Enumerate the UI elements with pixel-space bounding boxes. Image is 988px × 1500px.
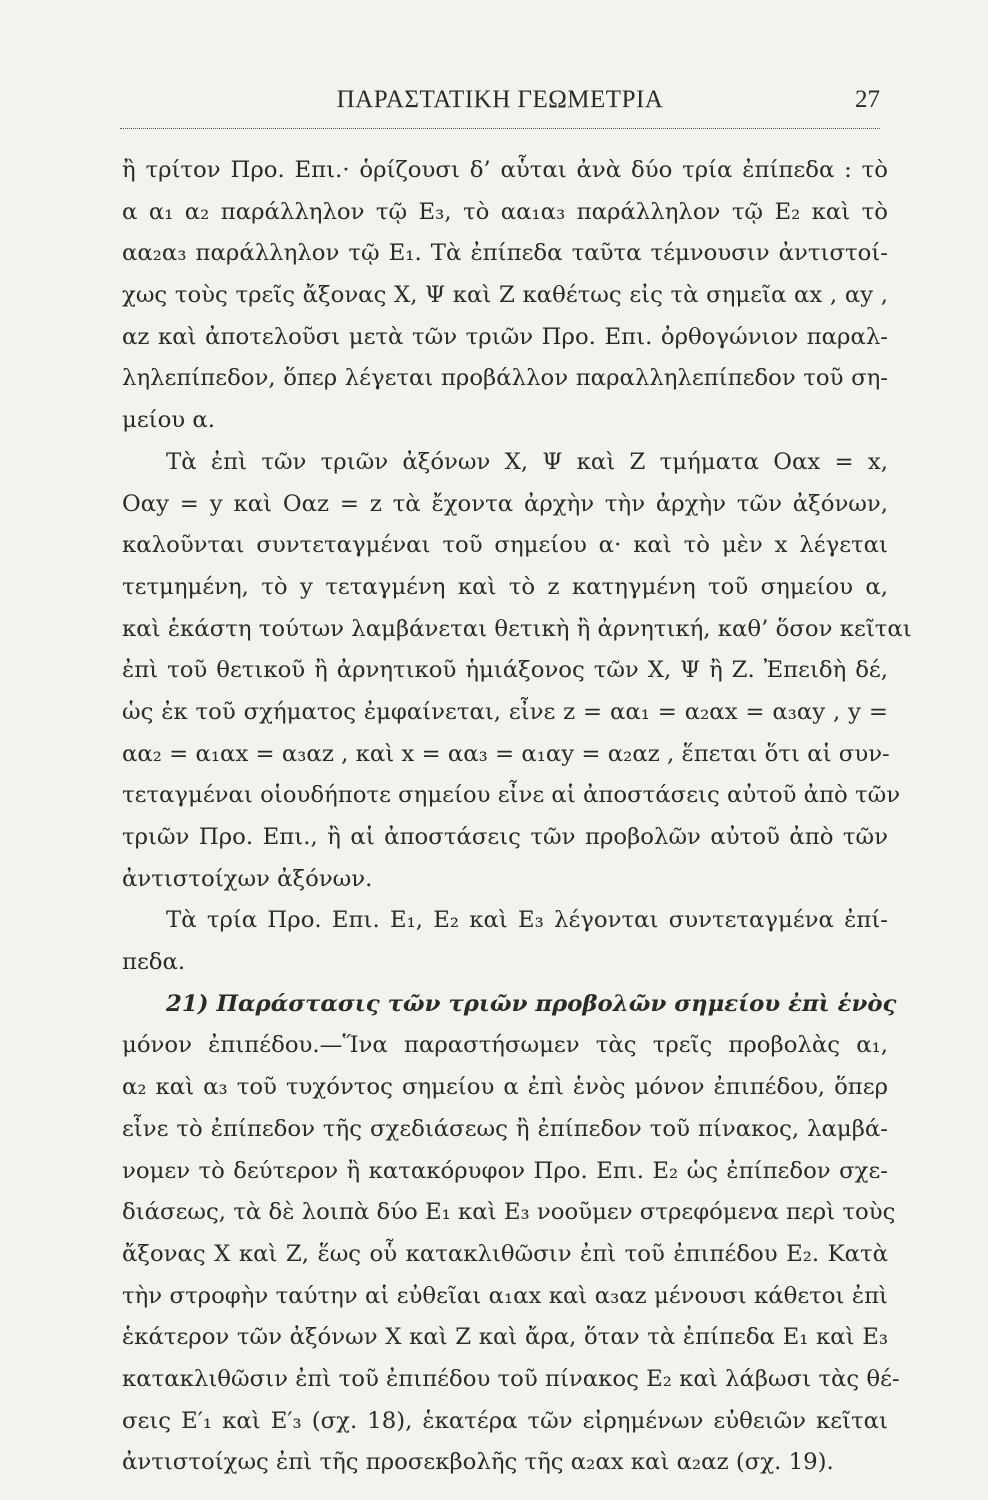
text-line: σεις Ε′₁ καὶ Ε′₃ (σχ. 18), ἑκατέρα τῶν εἰρημένων εὐθειῶν κεῖται [122,1407,888,1434]
section-heading-line: 21) Παράστασις τῶν τριῶν προβολῶν σημείου ἐπὶ ἑνὸς [166,990,897,1017]
text-line: μόνον ἐπιπέδου.—Ἵνα παραστήσωμεν τὰς τρεῖς προβολὰς α₁, [122,1032,888,1059]
text-line: αα₂α₃ παράλληλον τῷ Ε₁. Τὰ ἐπίπεδα ταῦτα τέμνουσιν ἀντιστοί- [122,240,888,267]
text-line: ἑκάτερον τῶν ἀξόνων Χ καὶ Ζ καὶ ἄρα, ὅταν τὰ ἐπίπεδα Ε₁ καὶ Ε₃ [122,1324,888,1351]
text-line: αα₂ = α₁αx = α₃αz , καὶ x = αα₃ = α₁αy = α₂αz , ἕπεται ὅτι αἱ συν- [122,740,890,767]
text-line: τεταγμέναι οἱουδήποτε σημείου εἶνε αἱ ἀποστάσεις αὐτοῦ ἀπὸ τῶν [122,782,901,809]
text-line: τὴν στροφὴν ταύτην αἱ εὐθεῖαι α₁αx καὶ α₃αz μένουσι κάθετοι ἐπὶ [122,1282,888,1309]
header-rule [120,128,880,129]
text-line: τριῶν Προ. Επι., ἢ αἱ ἀποστάσεις τῶν προβολῶν αὐτοῦ ἀπὸ τῶν [122,824,888,850]
running-header [120,86,880,122]
text-line: κατακλιθῶσιν ἐπὶ τοῦ ἐπιπέδου τοῦ πίνακος Ε₂ καὶ λάβωσι τὰς θέ- [122,1365,900,1392]
text-line: ἐπὶ τοῦ θετικοῦ ἢ ἀρνητικοῦ ἡμιάξονος τῶν Χ, Ψ ἢ Ζ. Ἐπειδὴ δέ, [122,657,888,684]
text-line: ἀντιστοίχων ἀξόνων. [122,865,373,892]
text-line: ὡς ἐκ τοῦ σχήματος ἐμφαίνεται, εἶνε z = αα₁ = α₂αx = α₃αy , y = [122,698,888,725]
text-line: Οαy = y καὶ Οαz = z τὰ ἔχοντα ἀρχὴν τὴν ἀρχὴν τῶν ἀξόνων, [122,490,888,517]
text-line: εἶνε τὸ ἐπίπεδον τῆς σχεδιάσεως ἢ ἐπίπεδον τοῦ πίνακος, λαμβά- [122,1115,888,1142]
body-text [122,150,912,1484]
text-line: νομεν τὸ δεύτερον ἢ κατακόρυφον Προ. Επι. Ε₂ ὡς ἐπίπεδον σχε- [122,1157,888,1184]
text-line: καλοῦνται συντεταγμέναι τοῦ σημείου α· καὶ τὸ μὲν x λέγεται [122,532,888,559]
text-line: καὶ ἑκάστη τούτων λαμβάνεται θετικὴ ἢ ἀρνητική, καθ’ ὅσον κεῖται [122,615,912,642]
text-line: μείου α. [122,407,216,434]
text-line: Τὰ τρία Προ. Επι. Ε₁, Ε₂ καὶ Ε₃ λέγονται συντεταγμένα ἐπί- [166,907,888,934]
text-line: αz καὶ ἀποτελοῦσι μετὰ τῶν τριῶν Προ. Επι. ὀρθογώνιον παραλ- [122,323,888,350]
text-line: πεδα. [122,949,186,976]
text-line: α₂ καὶ α₃ τοῦ τυχόντος σημείου α ἐπὶ ἑνὸς μόνον ἐπιπέδου, ὅπερ [122,1074,888,1101]
text-line: διάσεως, τὰ δὲ λοιπὰ δύο Ε₁ καὶ Ε₃ νοοῦμεν στρεφόμενα περὶ τοὺς [122,1199,896,1226]
page-number: 27 [855,86,880,113]
text-line: ἀντιστοίχως ἐπὶ τῆς προσεκβολῆς τῆς α₂αx καὶ α₂αz (σχ. 19). [122,1449,834,1476]
text-line: ληλεπίπεδον, ὅπερ λέγεται προβάλλον παραλληλεπίπεδον τοῦ ση- [122,365,888,392]
running-title: ΠΑΡΑΣΤΑΤΙΚΗ ΓΕΩΜΕΤΡΙΑ [336,86,664,113]
text-line: τετμημένη, τὸ y τεταγμένη καὶ τὸ z κατηγμένη τοῦ σημείου α, [122,573,888,600]
text-line: ἄξονας Χ καὶ Ζ, ἕως οὗ κατακλιθῶσιν ἐπὶ τοῦ ἐπιπέδου Ε₂. Κατὰ [122,1240,888,1267]
text-line: χως τοὺς τρεῖς ἄξονας Χ, Ψ καὶ Ζ καθέτως εἰς τὰ σημεῖα αx , αy , [122,282,888,309]
text-line: α α₁ α₂ παράλληλον τῷ Ε₃, τὸ αα₁α₃ παράλληλον τῷ Ε₂ καὶ τὸ [122,198,888,225]
text-line: ἢ τρίτον Προ. Επι.· ὁρίζουσι δ’ αὗται ἀνὰ δύο τρία ἐπίπεδα : τὸ [122,157,888,183]
text-line: Τὰ ἐπὶ τῶν τριῶν ἀξόνων Χ, Ψ καὶ Ζ τμήματα Οαx = x, [166,448,888,475]
